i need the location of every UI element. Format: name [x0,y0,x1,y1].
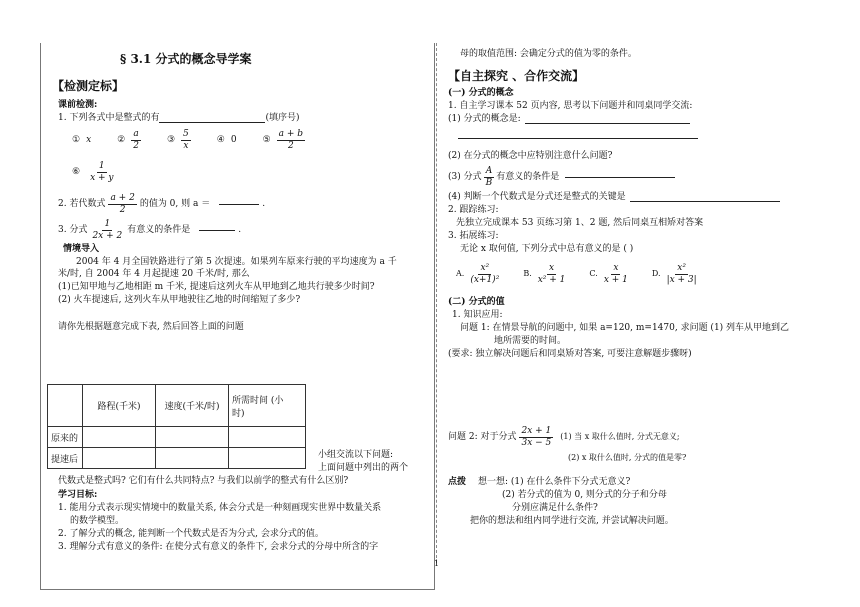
option-expression: 0 [230,134,237,145]
intro-question-2: (2) 火车提速后, 这列火车从甲地驶往乙地的时间缩短了多少? [58,295,301,305]
choices-row [456,260,699,288]
item-4: 1. 知识应用: [452,310,503,320]
problem-2-fraction: $\frac{2x + 1}{3x - 5}$ [521,425,552,448]
item-1-4-text: (4) 判断一个代数式是分式还是整式的关键是 [448,192,626,202]
problem-2-part-1: (1) 当 x 取什么值时, 分式无意义; [560,432,680,441]
group-discussion-1: 小组交流以下问题: [318,450,394,460]
item-1-1 [448,115,690,124]
problem-1-line-2: 地所需要的时间。 [494,336,567,346]
problem-1-line-1: 问题 1: 在情景导航的问题中, 如果 a=120, m=1470, 求问题 (1) 列车从甲地到乙 [460,323,790,333]
option-number: ③ [166,134,176,145]
goal-3-continued: 母的取值范围: 会确定分式的值为零的条件。 [460,49,637,59]
question-2: 2. 若代数式 $\frac{a + 2}{2}$ 的值为 0, 则 a ＝ . [58,192,266,215]
page-number: 1 [434,559,440,568]
goal-1b: 的数学模型。 [70,516,125,526]
choice-d-label: D. [651,269,661,278]
subsection-value: (二) 分式的值 [448,297,505,307]
table-cell[interactable] [83,448,156,469]
table-cell[interactable] [156,427,229,448]
answer-blank-3[interactable] [199,230,235,231]
goal-1a: 1. 能用分式表示现实情境中的数量关系, 体会分式是一种刻画现实世界中数量关系 [58,503,382,513]
intro-question-1: (1)已知甲地与乙地相距 m 千米, 提速后这列火车从甲地到乙地共行驶多少时间? [58,282,375,292]
intro-title: 情境导入 [63,244,100,254]
tip-line-4: 把你的想法和组内同学进行交流, 并尝试解决问题。 [470,516,674,526]
table-header-speed: 速度(千米/时) [156,385,229,427]
answer-blank-2[interactable] [219,204,259,205]
answer-blank-concept[interactable] [525,123,690,124]
item-1-4 [448,193,780,202]
section-heading-explore: 【自主探究 、合作交流】 [448,69,585,83]
section-heading-check: 【检测定标】 [52,79,125,93]
option-fraction: $\frac{1}{x + y}$ [90,160,114,183]
question-1 [58,114,299,123]
choice-d-fraction: $\frac{\text{x²}}{|x + 3|}$ [666,262,697,285]
option-number: ⑥ [72,166,81,177]
table-row-label-original: 原来的 [48,427,83,448]
speed-time-table [47,384,306,469]
pre-test-label: 课前检测: [58,100,98,110]
item-1-1-text: (1) 分式的概念是: [448,114,521,124]
item-3-question: 无论 x 取何值, 下列分式中总有意义的是 ( ) [460,244,634,254]
goals-title: 学习目标: [58,490,98,500]
item-3: 3. 拓展练习: [448,231,499,241]
question-3-fraction: $\frac{1}{2x + 2}$ [92,218,123,241]
table-header-distance: 路程(千米) [83,385,156,427]
item-1-3 [448,165,675,189]
table-instruction: 请你先根据题意完成下表, 然后回答上面的问题 [58,322,244,332]
question-3: 3. 分式 $\frac{1}{2x + 2}$ 有意义的条件是 . [58,218,242,241]
question-3-tail: 有意义的条件是 [127,224,191,235]
table-corner [48,385,83,427]
choice-c-fraction: $\frac{x}{x + 1}$ [603,262,628,285]
question-2-tail: 的值为 0, 则 a ＝ [139,198,211,209]
item-1-2: (2) 在分式的概念中应特别注意什么问题? [448,151,613,161]
choice-a-fraction: $\frac{\text{x²}}{\text{(x+1)²}}$ [470,262,500,285]
goal-2: 2. 了解分式的概念, 能判断一个代数式是否为分式, 会求分式的值。 [58,529,324,539]
tip-line-2: (2) 若分式的值为 0, 则分式的分子和分母 [502,490,667,500]
tip-label: 点拨 [448,477,467,487]
tip-line-3: 分别应满足什么条件? [512,503,598,513]
option-number: ① [72,134,81,145]
intro-line-1: 2004 年 4 月全国铁路进行了第 5 次提速。如果列车原来行驶的平均速度为 a 千 [76,257,397,267]
tip-line-1: 想一想: (1) 在什么条件下分式无意义? [478,477,631,487]
options-row-1 [72,128,305,152]
table-row-label-faster: 提速后 [48,448,83,469]
option-fraction: $\frac{a}{2}$ [133,128,139,151]
group-discussion-2: 上面问题中列出的两个 [318,463,409,473]
column-divider [436,43,437,563]
choice-b-label: B. [523,269,532,278]
answer-blank-1[interactable] [159,122,265,123]
problem-2 [448,425,680,449]
option-fraction: $\frac{5}{x}$ [183,128,189,151]
table-cell[interactable] [156,448,229,469]
item-2-text: 先独立完成课本 53 页练习第 1、2 题, 然后同桌互相矫对答案 [456,218,704,228]
question-2-text: 2. 若代数式 [58,198,106,209]
page-title: § 3.1 分式的概念导学案 [120,52,252,66]
table-cell[interactable] [229,427,306,448]
problem-2-text: 问题 2: 对于分式 [448,431,517,442]
item-2: 2. 跟踪练习: [448,205,499,215]
question-3-text: 3. 分式 [58,224,88,235]
table-cell[interactable] [229,448,306,469]
option-expression: x [86,134,92,145]
item-1-3-tail: 有意义的条件是 [496,171,560,182]
option-fraction: $\frac{a + b}{2}$ [278,128,304,151]
question-1-text: 1. 下列各式中是整式的有 [58,113,160,123]
problem-2-part-2: (2) x 取什么值时, 分式的值是零? [568,453,687,462]
answer-line[interactable] [458,138,698,139]
group-discussion-3: 代数式是整式吗? 它们有什么共同特点? 与我们以前学的整式有什么区别? [58,476,349,486]
choice-a-label: A. [456,269,465,278]
question-2-fraction: $\frac{a + 2}{2}$ [110,192,135,215]
goal-3: 3. 理解分式有意义的条件: 在使分式有意义的条件下, 会求分式的分母中所含的字 [58,542,379,552]
table-cell[interactable] [83,427,156,448]
subsection-concept: (一) 分式的概念 [448,88,514,98]
option-number: ⑤ [262,134,271,145]
choice-b-fraction: $\frac{x}{\text{x² + 1}}$ [537,262,566,285]
problem-1-requirement: (要求: 独立解决问题后和同桌矫对答案, 可要注意解题步骤呀) [448,349,692,359]
table-header-time: 所需时间 (小 时) [229,385,306,427]
question-1-tail: (填序号) [265,113,300,123]
choice-c-label: C. [589,269,598,278]
answer-blank-key[interactable] [630,201,780,202]
item-1: 1. 自主学习课本 52 页内容, 思考以下问题并和同桌同学交流: [448,101,693,111]
answer-blank-condition[interactable] [565,177,675,178]
item-1-3-fraction: $\frac{A}{B}$ [485,165,493,188]
item-1-3-text: (3) 分式 [448,171,482,182]
options-row-2 [72,160,116,184]
intro-line-2: 米/时, 自 2004 年 4 月起提速 20 千米/时, 那么 [58,269,250,279]
option-number: ④ [216,134,225,145]
option-number: ② [117,134,126,145]
